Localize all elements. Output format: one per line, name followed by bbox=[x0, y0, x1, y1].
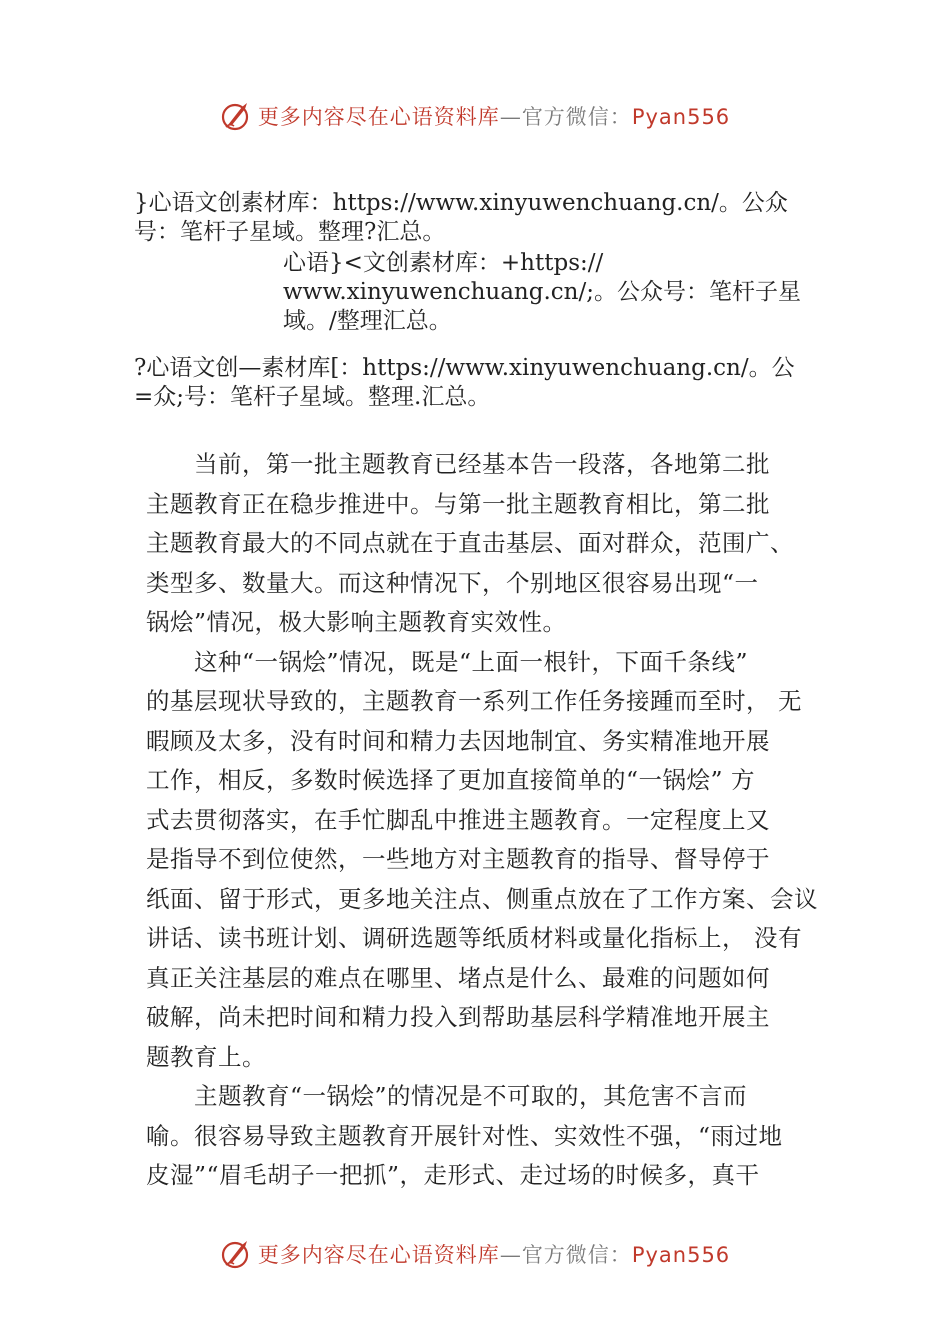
body-line: 暇顾及太多，没有时间和精力去因地制宜、务实精准地开展 bbox=[146, 727, 770, 755]
header-watermark-banner bbox=[0, 96, 950, 136]
footer-watermark-banner bbox=[0, 1234, 950, 1274]
body-line: 类型多、数量大。而这种情况下，个别地区很容易出现“一 bbox=[146, 569, 759, 597]
body-line: 当前，第一批主题教育已经基本告一段落，各地第二批 bbox=[146, 450, 770, 478]
pen-logo-icon bbox=[220, 99, 254, 133]
body-line: 锅烩”情况，极大影响主题教育实效性。 bbox=[146, 608, 567, 636]
body-line: 主题教育正在稳步推进中。与第一批主题教育相比，第二批 bbox=[146, 490, 770, 518]
body-line: 主题教育“一锅烩”的情况是不可取的，其危害不言而 bbox=[146, 1082, 748, 1110]
body-line: 是指导不到位使然，一些地方对主题教育的指导、督导停于 bbox=[146, 845, 770, 873]
header-line: 心语}<文创素材库：+https:// bbox=[283, 250, 604, 276]
body-line: 的基层现状导致的，主题教育一系列工作任务接踵而至时， 无 bbox=[146, 687, 802, 715]
header-line: www.xinyuwenchuang.cn/;。公众号：笔杆子星 bbox=[283, 279, 801, 305]
header-line: 域。/整理汇总。 bbox=[283, 308, 452, 334]
body-line: 皮湿”“眉毛胡子一把抓”，走形式、走过场的时候多，真干 bbox=[146, 1161, 760, 1189]
header-line: 号：笔杆子星域。整理?汇总。 bbox=[134, 219, 446, 245]
header-line: }心语文创素材库：https://www.xinyuwenchuang.cn/。公众 bbox=[134, 190, 788, 216]
banner-text bbox=[258, 101, 730, 131]
banner-wechat-id: Pyan556 bbox=[631, 1243, 731, 1267]
header-line: ?心语文创—素材库[：https://www.xinyuwenchuang.cn/。公 bbox=[134, 355, 795, 381]
banner-wechat-label: —官方微信： bbox=[499, 1243, 632, 1267]
pen-logo-icon bbox=[220, 1237, 254, 1271]
body-line: 式去贯彻落实，在手忙脚乱中推进主题教育。一定程度上又 bbox=[146, 806, 770, 834]
banner-wechat-label: —官方微信： bbox=[499, 105, 632, 129]
body-line: 这种“一锅烩”情况，既是“上面一根针，下面千条线” bbox=[146, 648, 749, 676]
header-line: =众;号：笔杆子星域。整理.汇总。 bbox=[134, 384, 491, 410]
banner-title: 更多内容尽在心语资料库 bbox=[257, 105, 500, 129]
body-line: 主题教育最大的不同点就在于直击基层、面对群众，范围广、 bbox=[146, 529, 794, 557]
body-line: 喻。很容易导致主题教育开展针对性、实效性不强，“雨过地 bbox=[146, 1122, 783, 1150]
banner-text bbox=[258, 1239, 730, 1269]
body-line: 纸面、留于形式，更多地关注点、侧重点放在了工作方案、会议 bbox=[146, 885, 818, 913]
banner-wechat-id: Pyan556 bbox=[631, 105, 731, 129]
body-line: 破解，尚未把时间和精力投入到帮助基层科学精准地开展主 bbox=[146, 1003, 770, 1031]
body-line: 工作，相反，多数时候选择了更加直接简单的“一锅烩” 方 bbox=[146, 766, 755, 794]
body-line: 讲话、读书班计划、调研选题等纸质材料或量化指标上， 没有 bbox=[146, 924, 802, 952]
body-line: 真正关注基层的难点在哪里、堵点是什么、最难的问题如何 bbox=[146, 964, 770, 992]
banner-title: 更多内容尽在心语资料库 bbox=[257, 1243, 500, 1267]
body-line: 题教育上。 bbox=[146, 1043, 266, 1071]
